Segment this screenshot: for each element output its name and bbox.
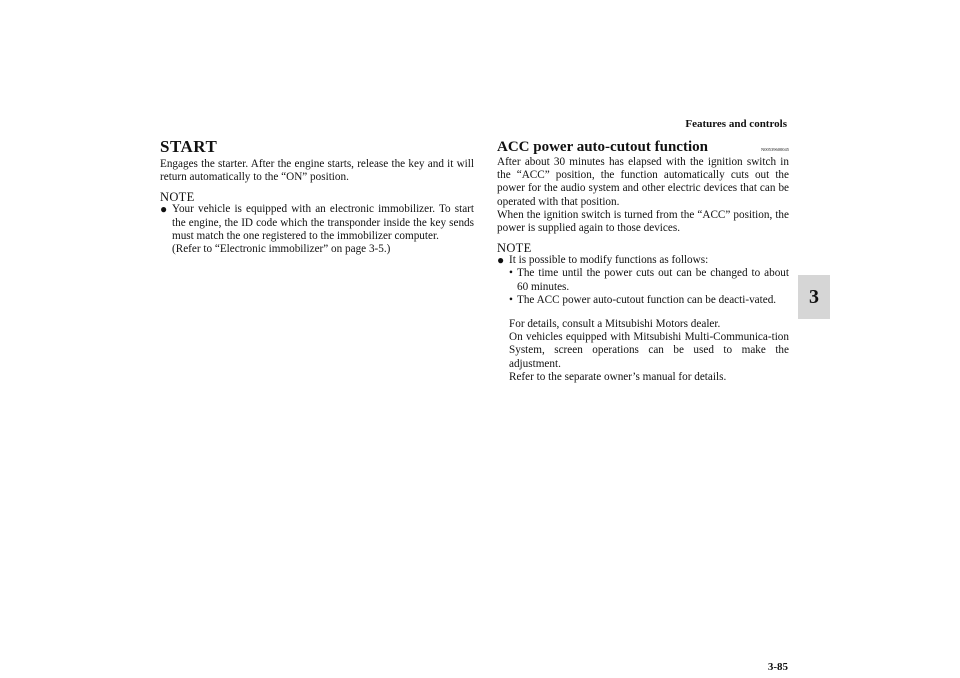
note-reference: (Refer to “Electronic immobilizer” on page 3-5.) — [172, 243, 391, 256]
acc-heading — [497, 138, 789, 156]
section-code: N00539600045 — [761, 147, 789, 152]
manual-note: Refer to the separate owner’s manual for details. — [509, 370, 727, 383]
acc-heading-text: ACC power auto-cutout function — [497, 139, 708, 155]
sub-bullet-icon: • — [509, 267, 513, 280]
page-number: 3-85 — [767, 661, 788, 673]
note-text: It is possible to modify functions as follows: — [509, 254, 709, 267]
mmcs-note: On vehicles equipped with Mitsubishi Multi-Communica-tion System, screen operations can be used to make the adjustment. — [509, 331, 789, 370]
dealer-note: For details, consult a Mitsubishi Motors dealer. — [509, 318, 721, 331]
section-header: Features and controls — [685, 118, 787, 130]
note-text: Your vehicle is equipped with an electronic immobilizer. To start the engine, the ID code which the transponder inside the key sends must match the one registered to the immobilizer computer. — [172, 203, 474, 242]
acc-body-2: When the ignition switch is turned from the “ACC” position, the power is supplied again to those devices. — [497, 208, 789, 235]
sub-item — [509, 294, 789, 307]
note-label: NOTE — [497, 241, 532, 256]
chapter-tab — [798, 275, 830, 319]
acc-column — [497, 138, 789, 384]
sub-item-text: The time until the power cuts out can be changed to about 60 minutes. — [517, 267, 789, 293]
sub-bullet-icon: • — [509, 293, 513, 306]
sub-item-text: The ACC power auto-cutout function can be deacti-vated. — [517, 293, 777, 306]
acc-body-1: After about 30 minutes has elapsed with the ignition switch in the “ACC” position, the function automatically cuts out the power for the audio system and other electric devices that can be operated with that position. — [497, 156, 789, 208]
bullet-icon: ● — [160, 202, 168, 217]
start-heading: START — [160, 137, 218, 156]
note-label: NOTE — [160, 190, 195, 205]
start-column — [160, 138, 474, 256]
start-body: Engages the starter. After the engine starts, release the key and it will return automatically to the “ON” position. — [160, 158, 474, 184]
bullet-icon: ● — [497, 253, 505, 268]
chapter-number: 3 — [809, 285, 819, 308]
note-bullet — [160, 203, 474, 256]
note-bullet — [497, 254, 789, 384]
sub-item — [509, 267, 789, 293]
